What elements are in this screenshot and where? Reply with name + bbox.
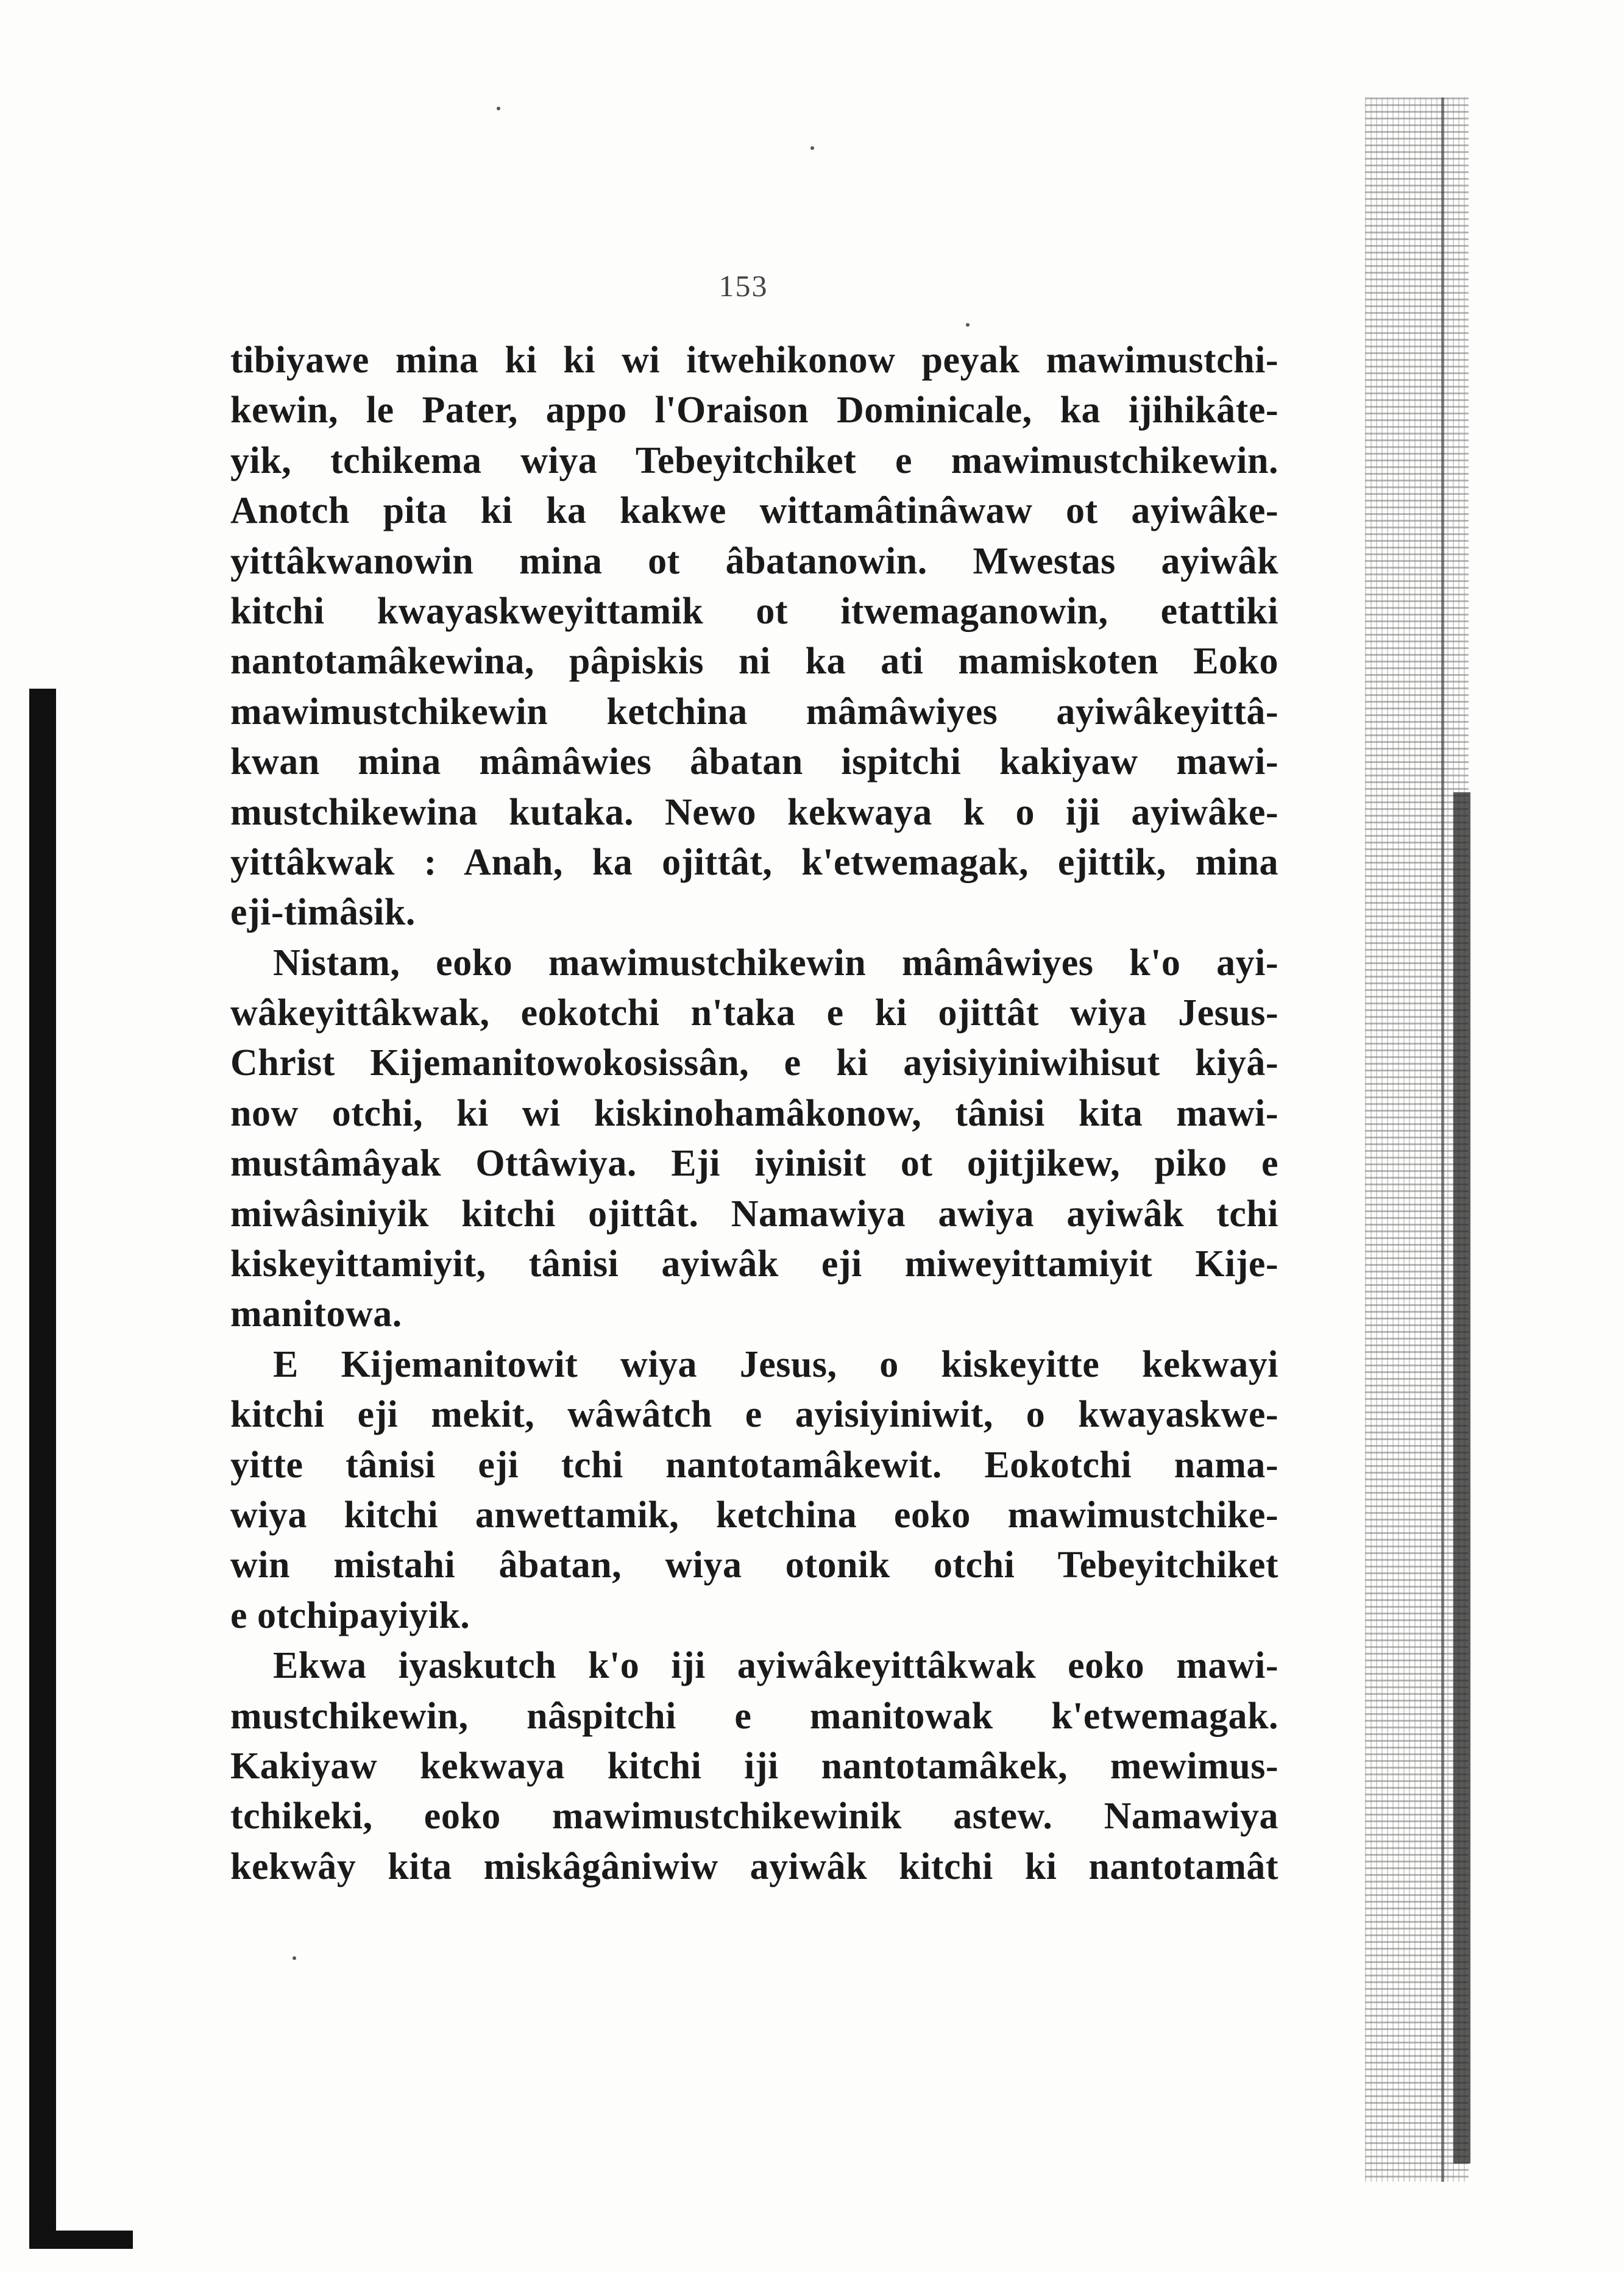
text-line: wiya kitchi anwettamik, ketchina eoko mawimustchike- xyxy=(230,1494,1278,1536)
text-line: eji-timâsik. xyxy=(230,892,416,934)
page-number: 153 xyxy=(718,269,768,303)
text-line: kitchi eji mekit, wâwâtch e ayisiyiniwit, o kwayaskwe- xyxy=(230,1394,1278,1436)
scan-speck xyxy=(810,146,814,150)
text-line: yitte tânisi eji tchi nantotamâkewit. Eokotchi nama- xyxy=(230,1444,1278,1486)
text-line: kekwây kita miskâgâniwiw ayiwâk kitchi ki nantotamât xyxy=(230,1845,1278,1887)
text-line: nantotamâkewina, pâpiskis ni ka ati mamiskoten Eoko xyxy=(230,641,1278,683)
binding-shadow-foot xyxy=(29,2231,133,2249)
text-line: kwan mina mâmâwies âbatan ispitchi kakiyaw mawi- xyxy=(230,741,1278,783)
text-line: manitowa. xyxy=(230,1293,402,1335)
text-line: Ekwa iyaskutch k'o iji ayiwâkeyittâkwak eoko mawi- xyxy=(273,1645,1278,1687)
text-line: win mistahi âbatan, wiya otonik otchi Tebeyitchiket xyxy=(230,1544,1278,1586)
scan-speck xyxy=(497,107,500,110)
text-line: miwâsiniyik kitchi ojittât. Namawiya awiya ayiwâk tchi xyxy=(230,1193,1278,1235)
text-line: yik, tchikema wiya Tebeyitchiket e mawimustchikewin. xyxy=(230,439,1278,481)
text-line: tibiyawe mina ki ki wi itwehikonow peyak mawimustchi- xyxy=(230,339,1278,381)
text-line: E Kijemanitowit wiya Jesus, o kiskeyitte kekwayi xyxy=(273,1343,1278,1385)
text-line: Nistam, eoko mawimustchikewin mâmâwiyes k'o ayi- xyxy=(273,942,1278,984)
text-line: Anotch pita ki ka kakwe wittamâtinâwaw ot ayiwâke- xyxy=(230,490,1278,532)
text-line: kitchi kwayaskweyittamik ot itwemaganowin, etattiki xyxy=(230,590,1278,632)
text-line: mustchikewin, nâspitchi e manitowak k'etwemagak. xyxy=(230,1695,1278,1737)
scan-speck xyxy=(966,323,970,327)
text-line: wâkeyittâkwak, eokotchi n'taka e ki ojittât wiya Jesus- xyxy=(230,992,1278,1034)
scan-speck xyxy=(293,1956,296,1960)
body-text xyxy=(230,335,1278,1892)
text-line: tchikeki, eoko mawimustchikewinik astew. Namawiya xyxy=(230,1795,1278,1837)
text-line: now otchi, ki wi kiskinohamâkonow, tânisi kita mawi- xyxy=(230,1092,1278,1134)
text-line: kiskeyittamiyit, tânisi ayiwâk eji miweyittamiyit Kije- xyxy=(230,1243,1278,1285)
text-line: Kakiyaw kekwaya kitchi iji nantotamâkek, mewimus- xyxy=(230,1745,1278,1787)
text-line: mustâmâyak Ottâwiya. Eji iyinisit ot ojitjikew, piko e xyxy=(230,1143,1278,1185)
text-line: mustchikewina kutaka. Newo kekwaya k o iji ayiwâke- xyxy=(230,791,1278,833)
page-edge-dark-band xyxy=(1453,792,1470,2164)
text-line: e otchipayiyik. xyxy=(230,1594,470,1636)
page-edge-line xyxy=(1441,98,1444,2182)
text-line: kewin, le Pater, appo l'Oraison Dominicale, ka ijihikâte- xyxy=(230,389,1278,431)
binding-shadow xyxy=(29,689,56,2249)
text-line: mawimustchikewin ketchina mâmâwiyes ayiwâkeyittâ- xyxy=(230,690,1278,733)
text-line: yittâkwanowin mina ot âbatanowin. Mwestas ayiwâk xyxy=(230,540,1278,582)
text-line: yittâkwak : Anah, ka ojittât, k'etwemagak, ejittik, mina xyxy=(230,841,1278,883)
text-line: Christ Kijemanitowokosissân, e ki ayisiyiniwihisut kiyâ- xyxy=(230,1042,1278,1084)
